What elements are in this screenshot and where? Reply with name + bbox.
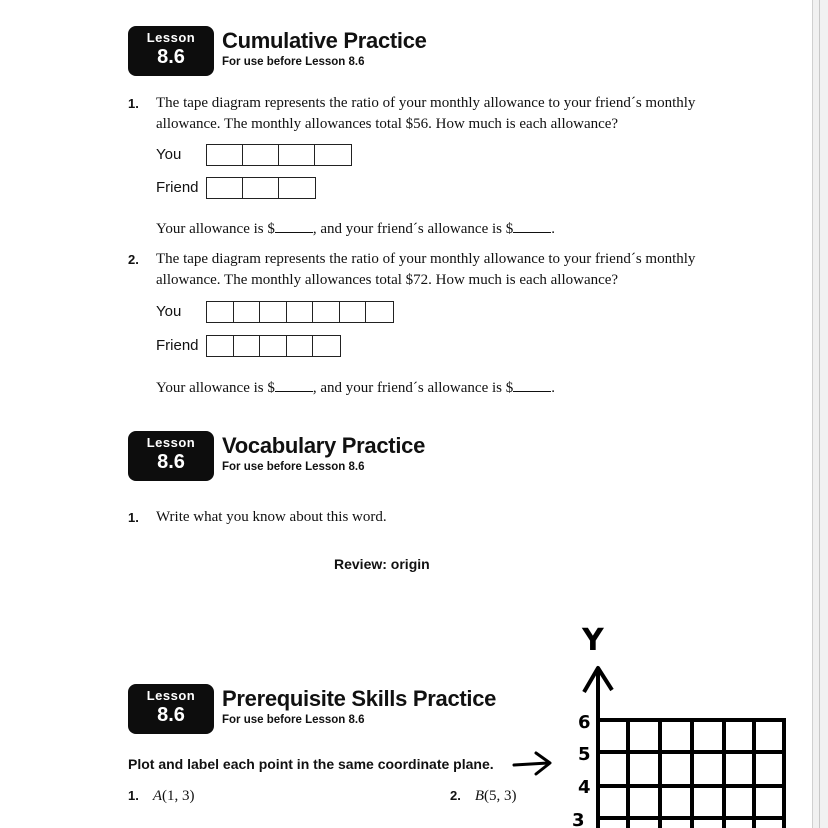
answer-end: . (551, 221, 555, 237)
badge-word: Lesson (146, 30, 196, 45)
question-text: Write what you know about this word. (156, 509, 387, 525)
review-word: Review: origin (334, 556, 430, 572)
section-title: Cumulative Practice (222, 28, 427, 53)
tape-label-you: You (156, 146, 182, 163)
section-subtitle: For use before Lesson 8.6 (222, 714, 365, 726)
point-coords: (1, 3) (162, 788, 195, 804)
pointer-arrow-shaft (514, 763, 548, 765)
point-label: B (474, 788, 485, 804)
y-tick-label: 4 (578, 777, 591, 798)
y-tick-label: 5 (578, 744, 591, 765)
section-subtitle: For use before Lesson 8.6 (222, 56, 365, 68)
answer-end: . (551, 380, 555, 396)
point-coords: (5, 3) (484, 788, 517, 804)
badge-number: 8.6 (157, 704, 185, 726)
point-number: 2. (450, 788, 461, 803)
tape-label-you: You (156, 303, 182, 320)
plot-instruction: Plot and label each point in the same coordinate plane. (128, 756, 494, 772)
answer-prefix: Your allowance is $ (156, 221, 275, 237)
point-number: 1. (128, 788, 139, 803)
section-title: Prerequisite Skills Practice (222, 686, 497, 711)
answer-middle: , and your friend´s allowance is $ (312, 221, 514, 237)
badge-number: 8.6 (157, 46, 185, 68)
y-tick-label: 3 (572, 810, 585, 828)
y-axis-label: Y (582, 623, 604, 658)
badge-word: Lesson (146, 435, 196, 450)
badge-word: Lesson (146, 688, 196, 703)
badge-number: 8.6 (157, 451, 185, 473)
question-number: 1. (128, 510, 139, 525)
grid-vertical-lines (628, 718, 784, 828)
point-label: A (152, 788, 163, 804)
answer-middle: , and your friend´s allowance is $ (312, 380, 514, 396)
question-number: 2. (128, 252, 139, 267)
section-title: Vocabulary Practice (222, 433, 425, 458)
question-text: The tape diagram represents the ratio of your monthly allowance to your friend´s monthly allowance. The monthly allowances total $72. How much is each allowance? (156, 251, 696, 288)
section-subtitle: For use before Lesson 8.6 (222, 461, 365, 473)
tape-label-friend: Friend (156, 179, 199, 196)
question-text: The tape diagram represents the ratio of your monthly allowance to your friend´s monthly allowance. The monthly allowances total $56. How much is each allowance? (156, 95, 696, 132)
question-number: 1. (128, 96, 139, 111)
tape-label-friend: Friend (156, 337, 199, 354)
answer-prefix: Your allowance is $ (156, 380, 275, 396)
y-tick-label: 6 (578, 712, 591, 733)
